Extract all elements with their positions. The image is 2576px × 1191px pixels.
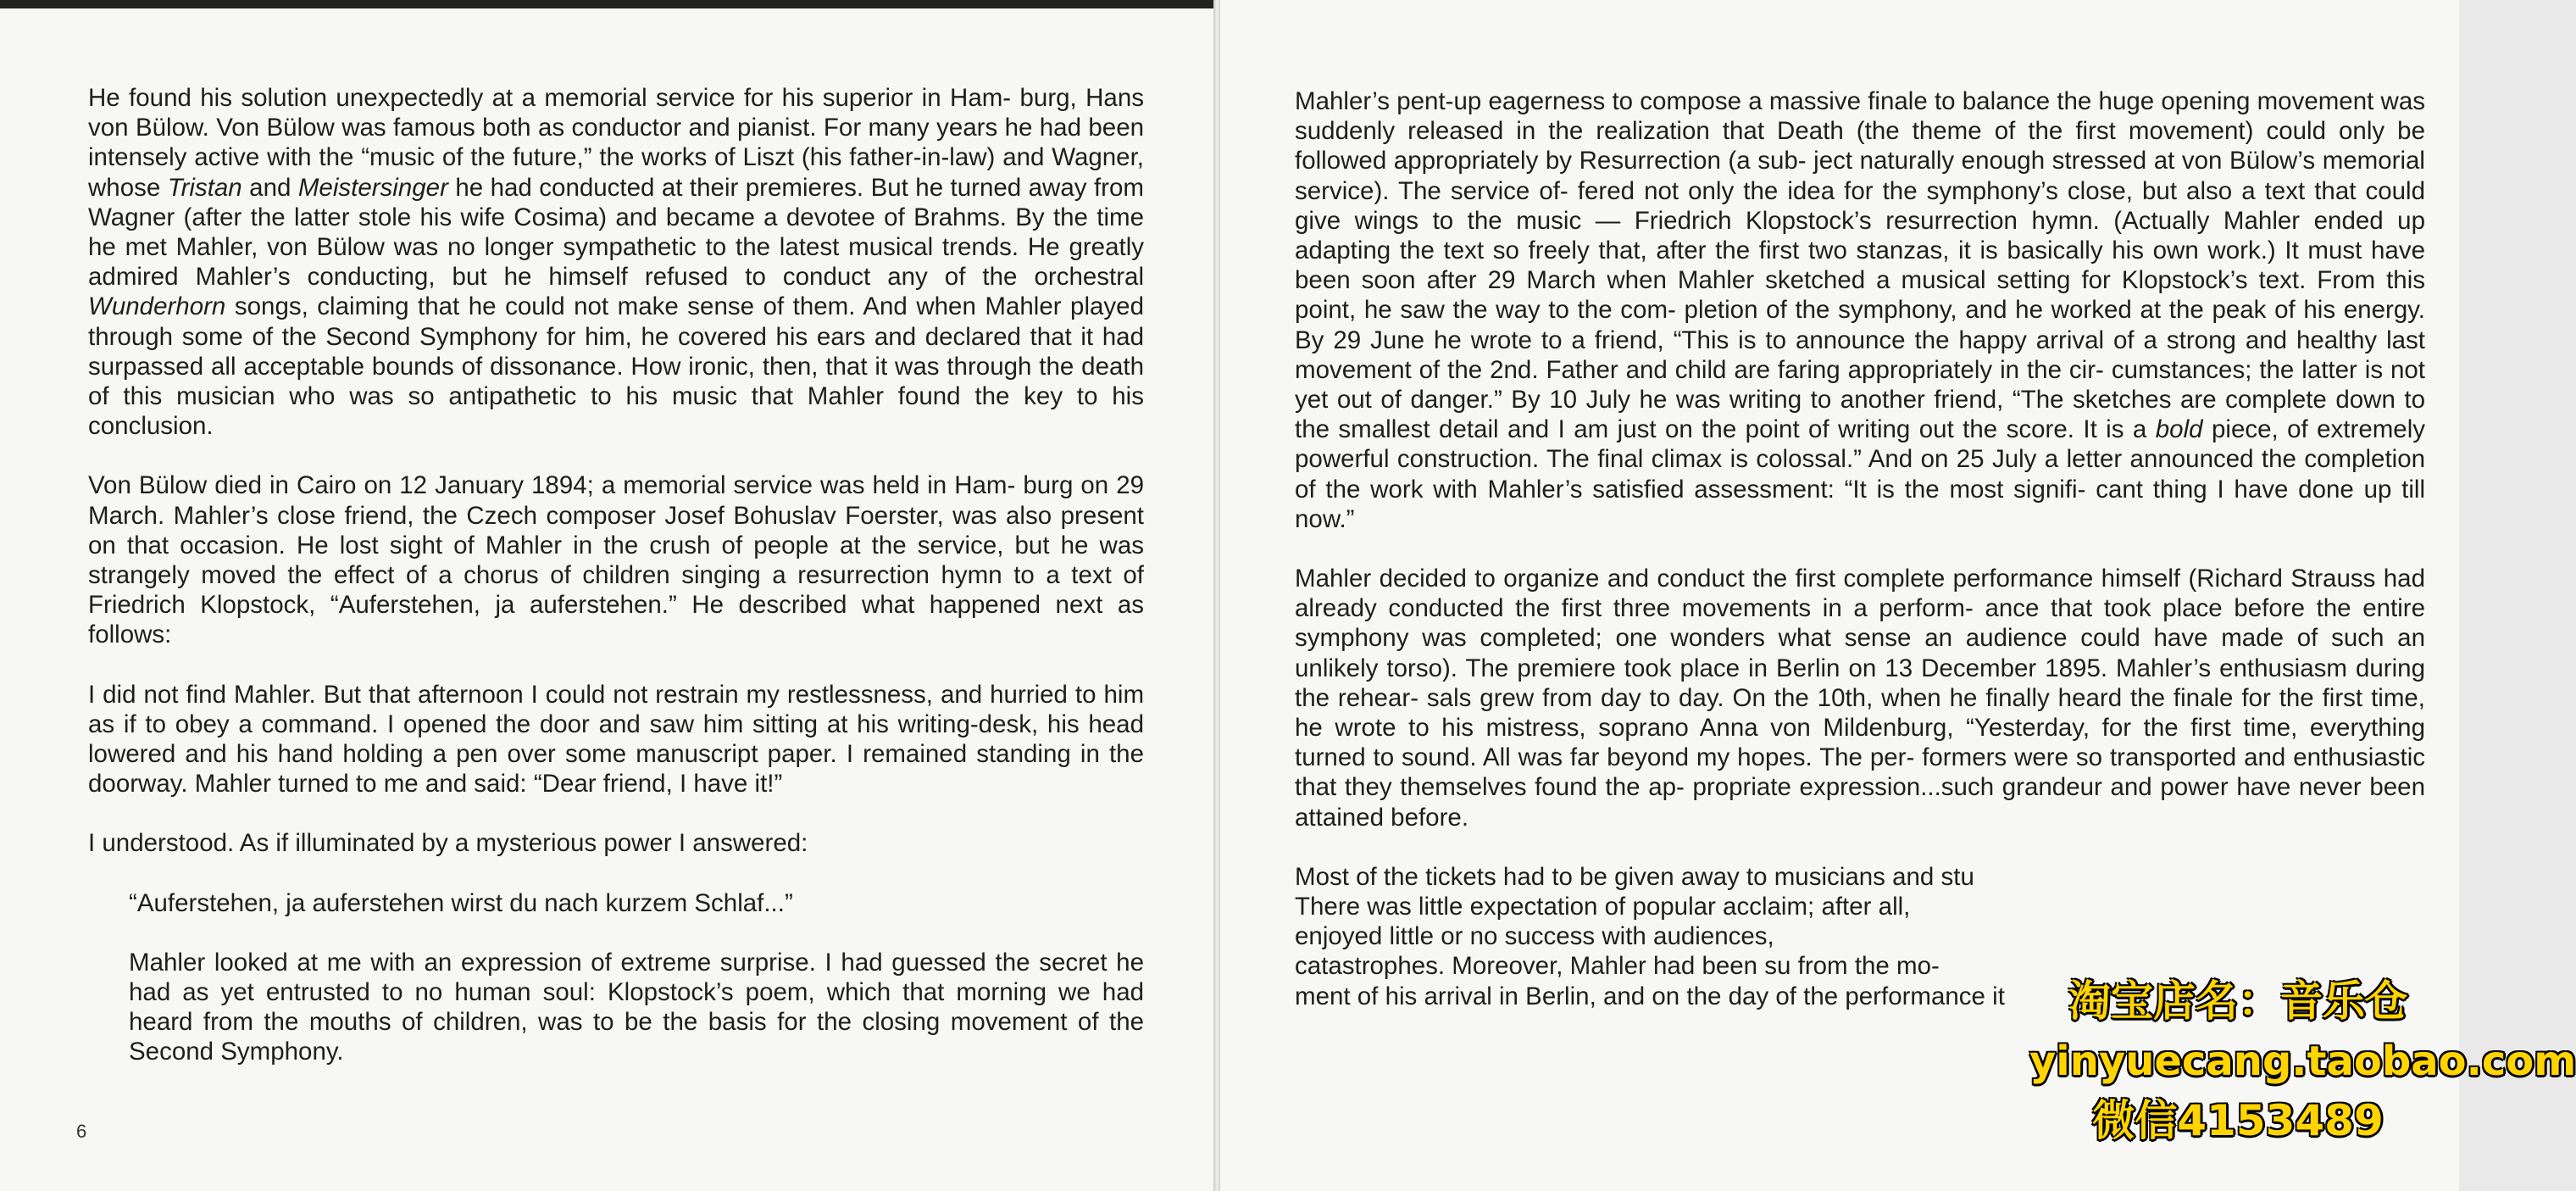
paragraph-2: Mahler decided to organize and conduct the first complete performance himself (Richard Strauss had already conducted the first three movements in a perform- ance that took place before the entire symphony was completed; one wonders what sense an audience could have made of such an unlikely torso). The premiere took place in Berlin on 13 December 1895. Mahler’s enthusiasm during the rehear- sals grew from day to day. On the 10th, when he finally heard the finale for the first time, he wrote to his mistress, soprano Anna von Mildenburg, “Yesterday, for the first time, everything turned to sound. All was far beyond my hopes. The per- formers were so transported and enthusiastic that they themselves found the ap- propriate expression...such grandeur and power have never been attained before.	[1295, 565, 2426, 832]
paragraph-3-partially-obscured: Most of the tickets had to be given away to musicians and stu There was little expectation of popular acclaim; after all, enjoyed little or no success with audiences, catastrophes. Moreover, Mahler had been su from the mo- ment of his arrival in Berlin, and on the day of the performance it	[1295, 862, 2005, 1010]
emphasis-bold: bold	[2155, 415, 2203, 444]
title-meistersinger: Meistersinger	[297, 173, 448, 202]
title-wunderhorn: Wunderhorn	[88, 292, 226, 321]
page-number: 6	[76, 1121, 87, 1142]
paragraph-1: He found his solution unexpectedly at a memorial service for his superior in Ham- burg, Hans von Bülow. Von Bülow was famous both as conductor and pianist. For many years he had been intensely active with the “music of the future,” the works of Liszt (his father-in-law) and Wagner, whose Tristan and Meistersinger he had conducted at their premieres. But he turned away from Wagner (after the latter stole his wife Cosima) and became a devotee of Brahms. By the time he met Mahler, von Bülow was no longer sympathetic to the latest musical trends. He greatly admired Mahler’s conducting, but he himself refused to conduct any of the orchestral Wunderhorn songs, claiming that he could not make sense of them. And when Mahler played through some of the Second Symphony for him, he covered his ears and declared that it had surpassed all acceptable bounds of dissonance. How ironic, then, that it was through the death of this musician who was so antipathetic to his music that Mahler found the key to his conclusion.	[88, 84, 1145, 441]
watermark-url: yinyuecang.taobao.com	[2029, 1038, 2576, 1085]
paragraph-1: Mahler’s pent-up eagerness to compose a massive finale to balance the huge opening movement was suddenly released in the realization that Death (the theme of the first movement) could only be followed appropriately by Resurrection (a sub- ject naturally enough stressed at von Bülow’s memorial service). The service of- fered not only the idea for the symphony’s close, but also a text that could give wings to the music — Friedrich Klopstock’s resurrection hymn. (Actually Mahler ended up adapting the text so freely that, after the first two stanzas, it is basically his own work.) It must have been soon after 29 March when Mahler sketched a musical setting for Klopstock’s text. From this point, he saw the way to the com- pletion of the symphony, and he worked at the peak of his energy. By 29 June he wrote to a friend, “This is to announce the happy arrival of a strong and healthy last movement of the 2nd. Father and child are faring appropriately in the cir- cumstances; the latter is not yet out of danger.” By 10 July he was writing to another friend, “The sketches are complete down to the smallest detail and I am just on the point of writing out the score. It is a bold piece, of extremely powerful construction. The final climax is colossal.” And on 25 July a letter announced the completion of the work with Mahler’s satisfied assessment: “It is the most signifi- cant thing I have done up till now.”	[1295, 87, 2426, 533]
shop-watermark	[2029, 971, 2576, 1150]
left-page	[0, 0, 1213, 1191]
paragraph-6: Mahler looked at me with an expression of extreme surprise. I had guessed the secret he had as yet entrusted to no human soul: Klopstock’s poem, which that morning we had heard from the mouths of children, was to be the basis for the closing movement of the Second Symphony.	[129, 948, 1145, 1066]
watermark-wechat: 微信4153489	[2092, 1096, 2384, 1145]
watermark-shop-name: 淘宝店名：音乐仓	[2068, 977, 2407, 1026]
title-tristan: Tristan	[167, 173, 242, 202]
paragraph-2: Von Bülow died in Cairo on 12 January 1894; a memorial service was held in Ham- burg on 29 March. Mahler’s close friend, the Czech composer Josef Bohuslav Foerster, was also present on that occasion. He lost sight of Mahler in the crush of people at the service, but he was strangely moved the effect of a chorus of children singing a resurrection hymn to a text of Friedrich Klopstock, “Auferstehen, ja auferstehen.” He described what happened next as follows:	[88, 471, 1145, 649]
paragraph-5-quote: “Auferstehen, ja auferstehen wirst du nach kurzem Schlaf...”	[129, 888, 793, 917]
left-text-column	[88, 83, 1144, 1067]
paragraph-3: I did not find Mahler. But that afternoon I could not restrain my restlessness, and hurried to him as if to obey a command. I opened the door and saw him sitting at his writing-desk, his head lowered and his hand holding a pen over some manuscript paper. I remained standing in the doorway. Mahler turned to me and said: “Dear friend, I have it!”	[88, 680, 1145, 799]
book-spine	[1213, 0, 1220, 1191]
paragraph-4: I understood. As if illuminated by a mysterious power I answered:	[88, 829, 808, 858]
right-text-column	[1295, 86, 2425, 1011]
